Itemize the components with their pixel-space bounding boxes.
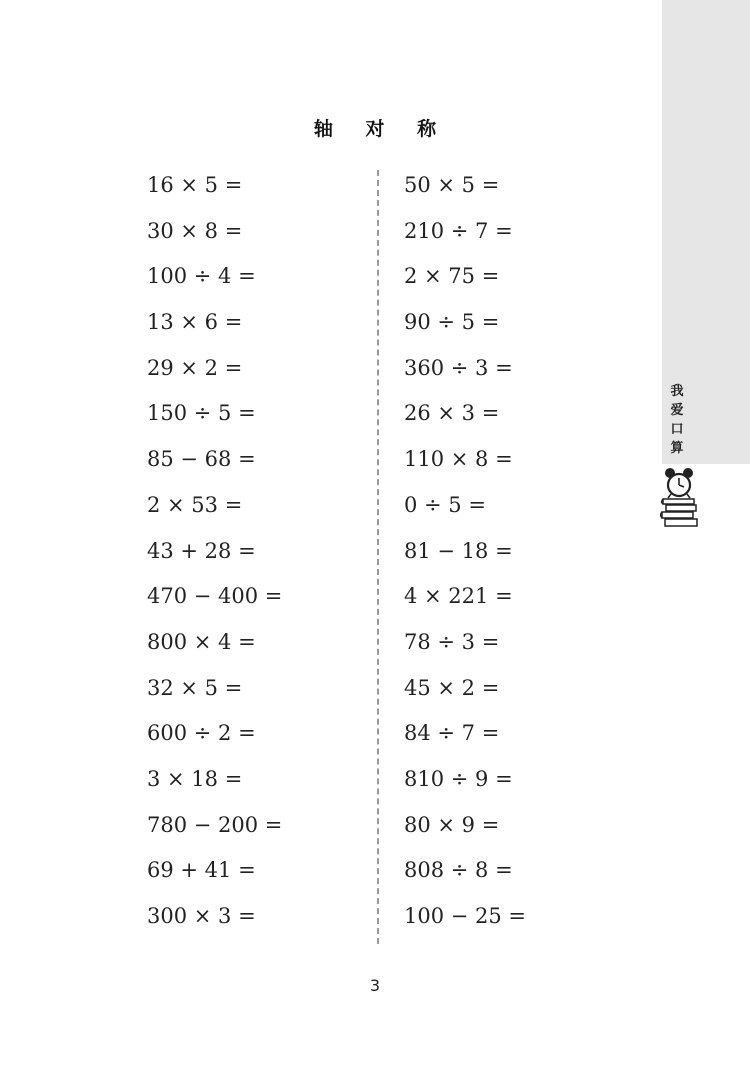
- exercise-item: 0 ÷ 5 =: [404, 492, 486, 517]
- exercise-item: 600 ÷ 2 =: [147, 721, 256, 746]
- exercise-item: 69 + 41 =: [147, 858, 256, 883]
- exercise-item: 32 × 5 =: [147, 675, 243, 700]
- exercise-column-left: [147, 168, 282, 945]
- exercise-item: 808 ÷ 8 =: [404, 858, 513, 883]
- exercise-item: 100 ÷ 4 =: [147, 264, 256, 289]
- exercise-item: 800 × 4 =: [147, 629, 256, 654]
- exercise-item: 30 × 8 =: [147, 218, 243, 243]
- exercise-item: 85 − 68 =: [147, 447, 256, 472]
- page-number: 3: [369, 976, 381, 995]
- side-tab-char: 我: [670, 384, 684, 399]
- exercise-item: 3 × 18 =: [147, 766, 243, 791]
- exercise-item: 26 × 3 =: [404, 401, 500, 426]
- exercise-item: 360 ÷ 3 =: [404, 355, 513, 380]
- exercise-item: 43 + 28 =: [147, 538, 256, 563]
- dashed-divider: [377, 170, 379, 944]
- exercise-item: 13 × 6 =: [147, 310, 243, 335]
- side-tab-char: 算: [670, 441, 684, 456]
- exercise-item: 210 ÷ 7 =: [404, 218, 513, 243]
- exercise-item: 78 ÷ 3 =: [404, 629, 500, 654]
- exercise-item: 470 − 400 =: [147, 584, 283, 609]
- exercise-item: 4 × 221 =: [404, 584, 513, 609]
- exercise-item: 100 − 25 =: [404, 904, 527, 928]
- exercise-item: 810 ÷ 9 =: [404, 766, 513, 791]
- exercise-item: 90 ÷ 5 =: [404, 310, 500, 335]
- exercise-item: 80 × 9 =: [404, 812, 500, 837]
- exercise-item: 150 ÷ 5 =: [147, 401, 256, 426]
- exercise-item: 84 ÷ 7 =: [404, 721, 500, 746]
- exercise-item: 45 × 2 =: [404, 675, 500, 700]
- side-tab-char: 爱: [670, 403, 684, 418]
- page-title: 轴 对 称: [313, 118, 450, 140]
- exercise-item: 81 − 18 =: [404, 538, 513, 563]
- alarm-clock-on-books-icon: [660, 466, 700, 528]
- exercise-item: 2 × 75 =: [404, 264, 500, 289]
- exercise-item: 110 × 8 =: [404, 447, 513, 472]
- side-tab-label: [667, 382, 687, 458]
- exercise-item: 780 − 200 =: [147, 812, 283, 837]
- exercise-item: 29 × 2 =: [147, 355, 243, 380]
- exercise-item: 50 × 5 =: [404, 173, 500, 197]
- side-tab-char: 口: [670, 422, 684, 437]
- exercise-item: 16 × 5 =: [147, 173, 243, 197]
- exercise-item: 2 × 53 =: [147, 492, 243, 517]
- exercise-item: 300 × 3 =: [147, 904, 256, 928]
- exercise-column-right: [404, 168, 526, 945]
